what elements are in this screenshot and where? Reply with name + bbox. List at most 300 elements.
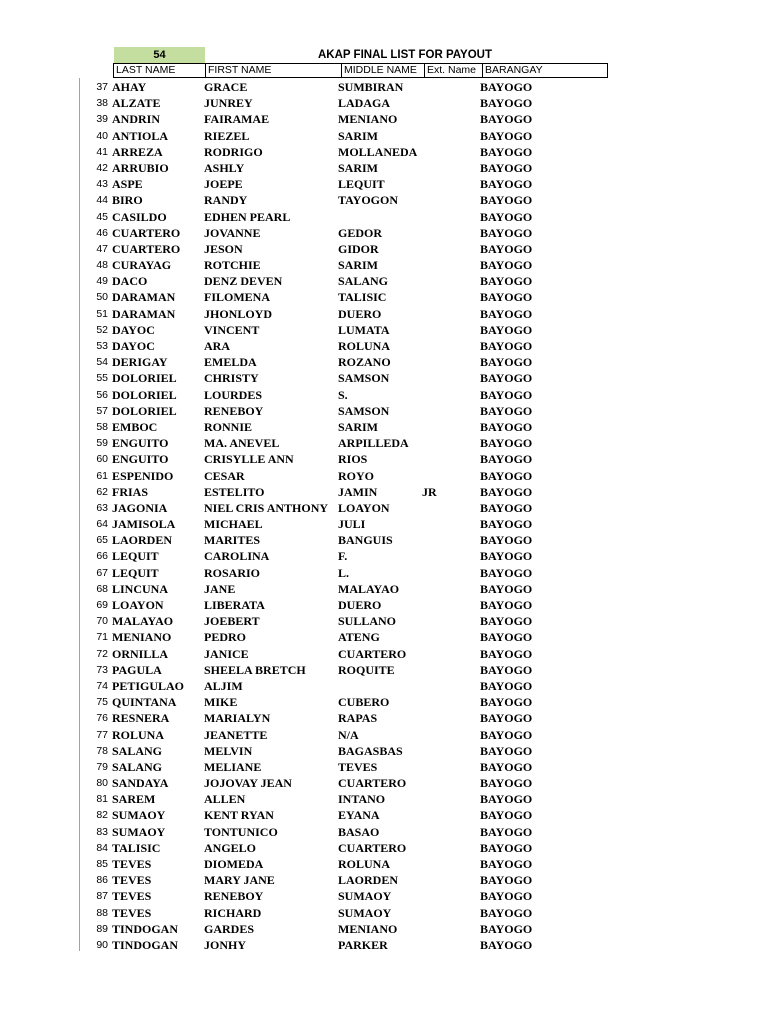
ext-name-cell[interactable] (422, 403, 480, 419)
middle-name-cell[interactable]: F. (338, 549, 348, 564)
barangay-cell[interactable]: BAYOGO (480, 355, 533, 370)
middle-name-cell[interactable]: SUMAOY (338, 889, 392, 904)
first-name-cell[interactable]: MELVIN (204, 743, 253, 758)
last-name-cell[interactable]: QUINTANA (112, 695, 177, 710)
barangay-cell[interactable]: BAYOGO (480, 517, 533, 532)
middle-name-cell[interactable]: SARIM (338, 258, 379, 273)
first-name-cell[interactable]: CESAR (204, 468, 245, 483)
barangay-cell[interactable]: BAYOGO (480, 96, 533, 111)
middle-name-cell[interactable]: DUERO (338, 598, 382, 612)
last-name-cell[interactable]: CURAYAG (112, 258, 172, 273)
last-name-cell[interactable]: SANDAYA (112, 776, 169, 791)
ext-name-cell[interactable] (422, 872, 480, 888)
barangay-cell[interactable]: BAYOGO (480, 824, 533, 839)
row-number[interactable]: 50 (96, 291, 108, 304)
barangay-cell[interactable]: BAYOGO (480, 468, 533, 483)
last-name-cell[interactable]: DACO (112, 274, 148, 289)
row-number[interactable]: 46 (96, 226, 108, 239)
row-number[interactable]: 51 (96, 307, 108, 320)
middle-name-cell[interactable]: DUERO (338, 306, 382, 321)
ext-name-cell[interactable] (422, 435, 480, 451)
ext-name-cell[interactable] (422, 306, 480, 322)
barangay-cell[interactable]: BAYOGO (480, 840, 533, 855)
ext-name-cell[interactable] (422, 79, 480, 95)
barangay-cell[interactable]: BAYOGO (480, 905, 533, 920)
row-number[interactable]: 69 (96, 599, 108, 611)
ext-name-cell[interactable] (422, 775, 480, 791)
row-number[interactable]: 44 (96, 194, 108, 207)
ext-name-cell[interactable] (422, 209, 480, 225)
middle-name-cell[interactable]: GEDOR (338, 225, 383, 240)
first-name-cell[interactable]: JESON (204, 241, 243, 256)
barangay-cell[interactable]: BAYOGO (480, 452, 533, 467)
first-name-cell[interactable]: JHONLOYD (204, 306, 273, 321)
last-name-cell[interactable]: DOLORIEL (112, 403, 177, 418)
row-number[interactable]: 60 (96, 453, 108, 466)
ext-name-cell[interactable] (422, 273, 480, 289)
first-name-cell[interactable]: RANDY (204, 193, 248, 208)
barangay-cell[interactable]: BAYOGO (480, 290, 533, 305)
barangay-cell[interactable]: BAYOGO (480, 646, 533, 661)
barangay-cell[interactable]: BAYOGO (480, 128, 533, 143)
barangay-cell[interactable]: BAYOGO (480, 112, 533, 127)
barangay-cell[interactable]: BAYOGO (480, 630, 533, 645)
last-name-cell[interactable]: BIRO (112, 193, 143, 208)
middle-name-cell[interactable] (338, 209, 422, 225)
ext-name-cell[interactable] (422, 354, 480, 370)
middle-name-cell[interactable]: CUARTERO (338, 840, 407, 855)
first-name-cell[interactable]: MA. ANEVEL (204, 436, 280, 451)
ext-name-cell[interactable] (422, 743, 480, 759)
first-name-cell[interactable]: EDHEN PEARL (204, 209, 291, 224)
row-number[interactable]: 37 (96, 81, 108, 93)
ext-name-cell[interactable] (422, 144, 480, 160)
first-name-cell[interactable]: ROSARIO (204, 565, 261, 580)
first-name-cell[interactable]: MARIALYN (204, 711, 271, 726)
row-number[interactable]: 72 (96, 647, 108, 660)
row-number[interactable]: 74 (96, 679, 108, 692)
last-name-cell[interactable]: JAMISOLA (112, 517, 176, 532)
row-number[interactable]: 75 (96, 696, 108, 709)
barangay-cell[interactable]: BAYOGO (480, 549, 533, 564)
row-number[interactable]: 66 (96, 550, 108, 563)
barangay-cell[interactable]: BAYOGO (480, 759, 533, 774)
row-number[interactable]: 45 (96, 210, 108, 223)
last-name-cell[interactable]: LAORDEN (112, 533, 173, 548)
barangay-cell[interactable]: BAYOGO (480, 776, 533, 791)
row-number[interactable]: 70 (96, 615, 108, 628)
row-number[interactable]: 64 (96, 518, 108, 531)
last-name-cell[interactable]: MALAYAO (112, 614, 174, 629)
row-number[interactable]: 49 (96, 275, 108, 288)
first-name-cell[interactable]: PEDRO (204, 630, 246, 645)
first-name-cell[interactable]: JOEPE (204, 177, 243, 192)
middle-name-cell[interactable]: ARPILLEDA (338, 436, 409, 451)
row-number[interactable]: 48 (96, 259, 108, 272)
barangay-cell[interactable]: BAYOGO (480, 857, 533, 871)
barangay-cell[interactable]: BAYOGO (480, 403, 533, 418)
ext-name-cell[interactable] (422, 613, 480, 629)
row-number[interactable]: 87 (96, 890, 108, 903)
ext-name-cell[interactable] (422, 678, 480, 694)
row-number[interactable]: 78 (96, 744, 108, 757)
barangay-cell[interactable]: BAYOGO (480, 484, 533, 499)
last-name-cell[interactable]: ENGUITO (112, 436, 169, 451)
first-name-cell[interactable]: ROTCHIE (204, 258, 261, 273)
row-number[interactable]: 63 (96, 501, 108, 514)
last-name-cell[interactable]: SUMAOY (112, 824, 166, 839)
first-name-cell[interactable]: CHRISTY (204, 371, 259, 386)
middle-name-cell[interactable]: SAMSON (338, 371, 390, 386)
first-name-cell[interactable]: CAROLINA (204, 549, 270, 564)
first-name-cell[interactable]: ARA (204, 339, 230, 353)
last-name-cell[interactable]: ENGUITO (112, 452, 169, 467)
middle-name-cell[interactable]: ROLUNA (338, 339, 391, 353)
last-name-cell[interactable]: ESPENIDO (112, 468, 174, 483)
row-number[interactable]: 41 (96, 145, 108, 158)
ext-name-cell[interactable] (422, 225, 480, 241)
last-name-cell[interactable]: PAGULA (112, 662, 162, 677)
first-name-cell[interactable]: FILOMENA (204, 290, 270, 305)
barangay-cell[interactable]: BAYOGO (480, 177, 533, 192)
middle-name-cell[interactable]: GIDOR (338, 241, 379, 256)
first-name-cell[interactable]: JOEBERT (204, 614, 260, 629)
barangay-cell[interactable]: BAYOGO (480, 695, 533, 710)
row-number[interactable]: 86 (96, 874, 108, 887)
column-header-barangay[interactable]: BARANGAY (485, 64, 543, 76)
last-name-cell[interactable]: ORNILLA (112, 646, 169, 661)
first-name-cell[interactable]: KENT RYAN (204, 808, 274, 823)
barangay-cell[interactable]: BAYOGO (480, 533, 533, 548)
last-name-cell[interactable]: SALANG (112, 743, 163, 758)
barangay-cell[interactable]: BAYOGO (480, 614, 533, 629)
ext-name-cell[interactable] (422, 824, 480, 840)
row-number[interactable]: 53 (96, 340, 108, 352)
ext-name-cell[interactable] (422, 856, 480, 872)
middle-name-cell[interactable]: L. (338, 565, 350, 580)
middle-name-cell[interactable]: CUARTERO (338, 646, 407, 661)
last-name-cell[interactable]: MENIANO (112, 630, 172, 645)
row-number[interactable]: 88 (96, 906, 108, 919)
middle-name-cell[interactable]: LADAGA (338, 96, 391, 111)
barangay-cell[interactable]: BAYOGO (480, 274, 533, 289)
ext-name-cell[interactable] (422, 322, 480, 338)
last-name-cell[interactable]: FRIAS (112, 484, 149, 499)
column-header-ext-name[interactable]: Ext. Name (425, 64, 483, 77)
middle-name-cell[interactable] (338, 678, 422, 694)
barangay-cell[interactable]: BAYOGO (480, 711, 533, 726)
row-number[interactable]: 42 (96, 161, 108, 174)
row-number[interactable]: 71 (96, 631, 108, 644)
barangay-cell[interactable]: BAYOGO (480, 727, 533, 742)
first-name-cell[interactable]: DENZ DEVEN (204, 274, 283, 289)
row-number[interactable]: 67 (96, 566, 108, 579)
first-name-cell[interactable]: JANE (204, 581, 236, 596)
row-number[interactable]: 73 (96, 663, 108, 676)
first-name-cell[interactable]: ASHLY (204, 160, 245, 175)
row-number[interactable]: 39 (96, 113, 108, 126)
first-name-cell[interactable]: SHEELA BRETCH (204, 662, 306, 677)
last-name-cell[interactable]: CUARTERO (112, 241, 181, 256)
first-name-cell[interactable]: EMELDA (204, 355, 257, 370)
first-name-cell[interactable]: MARITES (204, 533, 261, 548)
ext-name-cell[interactable] (422, 160, 480, 176)
last-name-cell[interactable]: ALZATE (112, 96, 161, 111)
first-name-cell[interactable]: JOJOVAY JEAN (204, 776, 292, 791)
barangay-cell[interactable]: BAYOGO (480, 808, 533, 823)
last-name-cell[interactable]: ARREZA (112, 144, 163, 159)
middle-name-cell[interactable]: LUMATA (338, 322, 390, 337)
ext-name-cell[interactable] (422, 338, 480, 354)
first-name-cell[interactable]: GRACE (204, 80, 248, 94)
middle-name-cell[interactable]: PARKER (338, 937, 388, 952)
middle-name-cell[interactable]: TAYOGON (338, 193, 399, 208)
ext-name-cell[interactable] (422, 192, 480, 208)
barangay-cell[interactable]: BAYOGO (480, 921, 533, 936)
middle-name-cell[interactable]: BASAO (338, 824, 380, 839)
ext-name-cell[interactable] (422, 289, 480, 305)
ext-name-cell[interactable] (422, 176, 480, 192)
middle-name-cell[interactable]: MALAYAO (338, 581, 400, 596)
barangay-cell[interactable]: BAYOGO (480, 581, 533, 596)
first-name-cell[interactable]: RODRIGO (204, 144, 263, 159)
first-name-cell[interactable]: JEANETTE (204, 727, 268, 742)
last-name-cell[interactable]: TINDOGAN (112, 937, 179, 952)
last-name-cell[interactable]: DARAMAN (112, 306, 176, 321)
first-name-cell[interactable]: MARY JANE (204, 873, 275, 888)
column-header-first-name[interactable]: FIRST NAME (206, 64, 342, 77)
middle-name-cell[interactable]: SARIM (338, 419, 379, 434)
first-name-cell[interactable]: ALJIM (204, 678, 243, 693)
last-name-cell[interactable]: TEVES (112, 889, 152, 904)
ext-name-cell[interactable] (422, 791, 480, 807)
last-name-cell[interactable]: SAREM (112, 792, 156, 807)
barangay-cell[interactable]: BAYOGO (480, 743, 533, 758)
barangay-cell[interactable]: BAYOGO (480, 500, 533, 515)
middle-name-cell[interactable]: SALANG (338, 274, 389, 289)
barangay-cell[interactable]: BAYOGO (480, 193, 533, 208)
ext-name-cell[interactable] (422, 370, 480, 386)
row-number[interactable]: 59 (96, 437, 108, 450)
middle-name-cell[interactable]: RAPAS (338, 711, 378, 726)
first-name-cell[interactable]: GARDES (204, 921, 255, 936)
row-number[interactable]: 83 (96, 825, 108, 838)
ext-name-cell[interactable] (422, 241, 480, 257)
middle-name-cell[interactable]: INTANO (338, 792, 386, 807)
barangay-cell[interactable]: BAYOGO (480, 306, 533, 321)
middle-name-cell[interactable]: S. (338, 387, 348, 402)
first-name-cell[interactable]: MICHAEL (204, 517, 263, 532)
ext-name-cell[interactable] (422, 532, 480, 548)
last-name-cell[interactable]: DERIGAY (112, 355, 168, 370)
last-name-cell[interactable]: ROLUNA (112, 727, 165, 742)
middle-name-cell[interactable]: JULI (338, 517, 366, 532)
middle-name-cell[interactable]: EYANA (338, 808, 380, 823)
first-name-cell[interactable]: FAIRAMAE (204, 112, 270, 127)
barangay-cell[interactable]: BAYOGO (480, 792, 533, 807)
last-name-cell[interactable]: AHAY (112, 80, 147, 94)
last-name-cell[interactable]: TEVES (112, 873, 152, 888)
last-name-cell[interactable]: ANTIOLA (112, 128, 169, 143)
first-name-cell[interactable]: JANICE (204, 646, 249, 661)
first-name-cell[interactable]: MIKE (204, 695, 238, 710)
last-name-cell[interactable]: DAYOC (112, 339, 155, 353)
ext-name-cell[interactable] (422, 937, 480, 953)
last-name-cell[interactable]: ARRUBIO (112, 160, 169, 175)
middle-name-cell[interactable]: BAGASBAS (338, 743, 403, 758)
barangay-cell[interactable]: BAYOGO (480, 225, 533, 240)
barangay-cell[interactable]: BAYOGO (480, 419, 533, 434)
first-name-cell[interactable]: ALLEN (204, 792, 246, 807)
ext-name-cell[interactable] (422, 629, 480, 645)
first-name-cell[interactable]: RENEBOY (204, 889, 264, 904)
middle-name-cell[interactable]: CUBERO (338, 695, 390, 710)
ext-name-cell[interactable] (422, 419, 480, 435)
row-number[interactable]: 43 (96, 178, 108, 191)
ext-name-cell[interactable] (422, 710, 480, 726)
last-name-cell[interactable]: TEVES (112, 905, 152, 920)
barangay-cell[interactable]: BAYOGO (480, 241, 533, 256)
middle-name-cell[interactable]: SARIM (338, 160, 379, 175)
middle-name-cell[interactable]: LOAYON (338, 500, 390, 515)
first-name-cell[interactable]: JONHY (204, 937, 246, 952)
last-name-cell[interactable]: PETIGULAO (112, 678, 185, 693)
first-name-cell[interactable]: JOVANNE (204, 225, 261, 240)
barangay-cell[interactable]: BAYOGO (480, 889, 533, 904)
ext-name-cell[interactable] (422, 646, 480, 662)
ext-name-cell[interactable] (422, 257, 480, 273)
last-name-cell[interactable]: CUARTERO (112, 225, 181, 240)
first-name-cell[interactable]: LIBERATA (204, 598, 265, 612)
last-name-cell[interactable]: RESNERA (112, 711, 170, 726)
barangay-cell[interactable]: BAYOGO (480, 436, 533, 451)
middle-name-cell[interactable]: SARIM (338, 128, 379, 143)
row-number[interactable]: 58 (96, 420, 108, 433)
first-name-cell[interactable]: RENEBOY (204, 403, 264, 418)
last-name-cell[interactable]: ANDRIN (112, 112, 160, 127)
first-name-cell[interactable]: RIEZEL (204, 128, 250, 143)
ext-name-cell[interactable] (422, 694, 480, 710)
middle-name-cell[interactable]: RIOS (338, 452, 368, 467)
ext-name-cell[interactable] (422, 500, 480, 516)
column-header-last-name[interactable]: LAST NAME (114, 64, 206, 77)
ext-name-cell[interactable] (422, 921, 480, 937)
last-name-cell[interactable]: DOLORIEL (112, 371, 177, 386)
ext-name-cell[interactable] (422, 387, 480, 403)
middle-name-cell[interactable]: SULLANO (338, 614, 397, 629)
middle-name-cell[interactable]: LAORDEN (338, 873, 399, 888)
ext-name-cell[interactable] (422, 111, 480, 127)
barangay-cell[interactable]: BAYOGO (480, 322, 533, 337)
last-name-cell[interactable]: EMBOC (112, 419, 158, 434)
last-name-cell[interactable]: LEQUIT (112, 565, 159, 580)
ext-name-cell[interactable] (422, 759, 480, 775)
row-number[interactable]: 89 (96, 922, 108, 935)
barangay-cell[interactable]: BAYOGO (480, 565, 533, 580)
last-name-cell[interactable]: LEQUIT (112, 549, 159, 564)
first-name-cell[interactable]: CRISYLLE ANN (204, 452, 294, 467)
first-name-cell[interactable]: ANGELO (204, 840, 257, 855)
column-header-middle-name[interactable]: MIDDLE NAME (342, 64, 425, 77)
ext-name-cell[interactable] (422, 128, 480, 144)
barangay-cell[interactable]: BAYOGO (480, 339, 533, 353)
last-name-cell[interactable]: ASPE (112, 177, 143, 192)
barangay-cell[interactable]: BAYOGO (480, 209, 533, 224)
barangay-cell[interactable]: BAYOGO (480, 662, 533, 677)
ext-name-cell[interactable] (422, 727, 480, 743)
middle-name-cell[interactable]: MOLLANEDA (338, 144, 418, 159)
row-number[interactable]: 90 (96, 938, 108, 951)
barangay-cell[interactable]: BAYOGO (480, 80, 533, 94)
middle-name-cell[interactable]: BANGUIS (338, 533, 393, 548)
middle-name-cell[interactable]: SAMSON (338, 403, 390, 418)
middle-name-cell[interactable]: MENIANO (338, 921, 398, 936)
barangay-cell[interactable]: BAYOGO (480, 387, 533, 402)
row-number[interactable]: 68 (96, 582, 108, 595)
row-number[interactable]: 82 (96, 809, 108, 822)
last-name-cell[interactable]: JAGONIA (112, 500, 168, 515)
ext-name-cell[interactable] (422, 451, 480, 467)
last-name-cell[interactable]: SUMAOY (112, 808, 166, 823)
row-number[interactable]: 65 (96, 534, 108, 547)
last-name-cell[interactable]: TALISIC (112, 840, 161, 855)
row-number[interactable]: 40 (96, 129, 108, 142)
middle-name-cell[interactable]: MENIANO (338, 112, 398, 127)
ext-name-cell[interactable] (422, 565, 480, 581)
middle-name-cell[interactable]: ATENG (338, 630, 380, 645)
ext-name-cell[interactable] (422, 468, 480, 484)
row-number[interactable]: 55 (96, 372, 108, 385)
first-name-cell[interactable]: JUNREY (204, 96, 253, 111)
barangay-cell[interactable]: BAYOGO (480, 371, 533, 386)
ext-name-cell[interactable] (422, 516, 480, 532)
last-name-cell[interactable]: LOAYON (112, 598, 164, 612)
first-name-cell[interactable]: ESTELITO (204, 484, 265, 499)
ext-name-cell[interactable] (422, 840, 480, 856)
first-name-cell[interactable]: DIOMEDA (204, 857, 264, 871)
row-number[interactable]: 81 (96, 793, 108, 806)
last-name-cell[interactable]: TEVES (112, 857, 152, 871)
ext-name-cell[interactable] (422, 905, 480, 921)
middle-name-cell[interactable]: SUMBIRAN (338, 80, 404, 94)
last-name-cell[interactable]: CASILDO (112, 209, 167, 224)
middle-name-cell[interactable]: CUARTERO (338, 776, 407, 791)
first-name-cell[interactable]: MELIANE (204, 759, 262, 774)
last-name-cell[interactable]: DAYOC (112, 322, 155, 337)
middle-name-cell[interactable]: TEVES (338, 759, 378, 774)
last-name-cell[interactable]: TINDOGAN (112, 921, 179, 936)
row-number[interactable]: 61 (96, 469, 108, 482)
row-number[interactable]: 84 (96, 841, 108, 854)
ext-name-cell[interactable] (422, 581, 480, 597)
middle-name-cell[interactable]: ROLUNA (338, 857, 391, 871)
ext-name-cell[interactable] (422, 662, 480, 678)
last-name-cell[interactable]: DARAMAN (112, 290, 176, 305)
row-number[interactable]: 85 (96, 858, 108, 870)
middle-name-cell[interactable]: ROYO (338, 468, 374, 483)
barangay-cell[interactable]: BAYOGO (480, 937, 533, 952)
row-number[interactable]: 47 (96, 242, 108, 255)
middle-name-cell[interactable]: LEQUIT (338, 177, 385, 192)
middle-name-cell[interactable]: TALISIC (338, 290, 387, 305)
ext-name-cell[interactable] (422, 548, 480, 564)
ext-name-cell[interactable] (422, 597, 480, 613)
last-name-cell[interactable]: SALANG (112, 759, 163, 774)
row-number[interactable]: 38 (96, 97, 108, 110)
first-name-cell[interactable]: NIEL CRIS ANTHONY (204, 500, 329, 515)
row-number[interactable]: 62 (96, 485, 108, 498)
ext-name-cell[interactable] (422, 95, 480, 111)
